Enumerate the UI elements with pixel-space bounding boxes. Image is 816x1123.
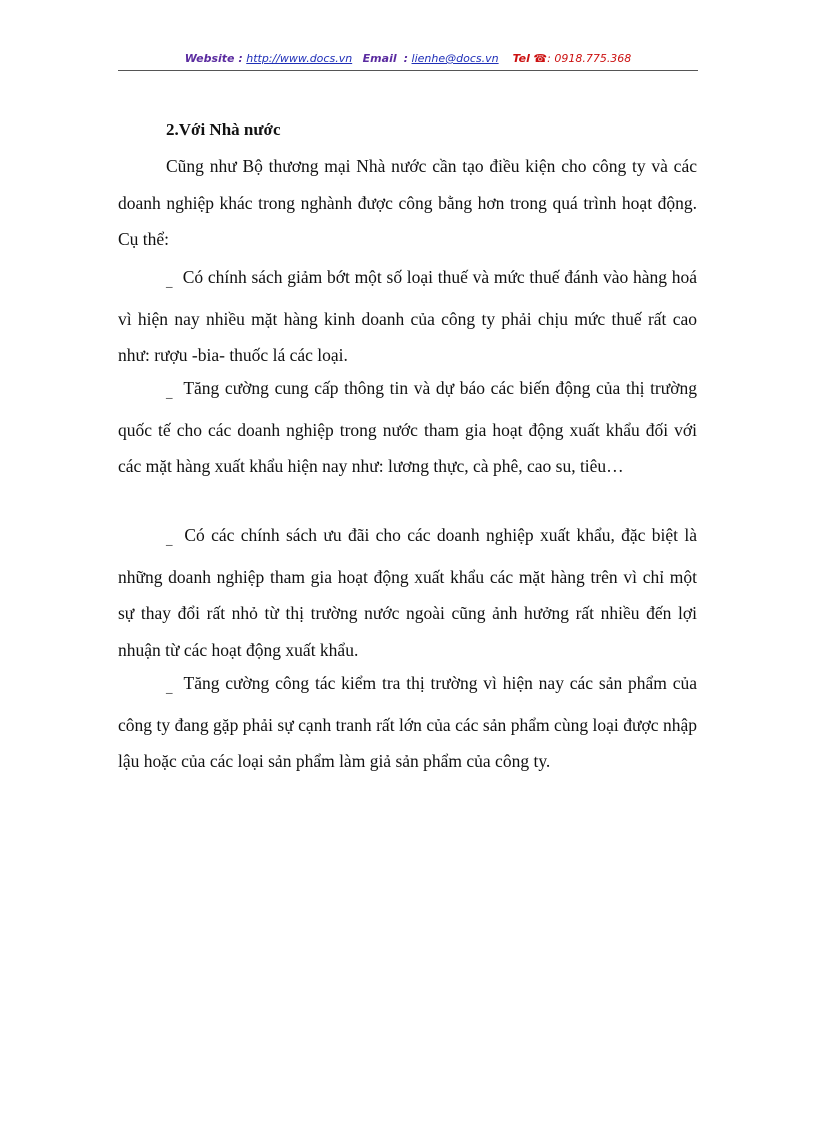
- bullet-mark: _: [166, 532, 173, 547]
- list-item: [118, 665, 697, 780]
- intro-paragraph: Cũng như Bộ thương mại Nhà nước cần tạo điều kiện cho công ty và các doanh nghiệp khác trong nghành được công bằng hơn trong quá trình hoạt động. Cụ thể:: [118, 156, 697, 249]
- list-item: [118, 517, 697, 668]
- website-label: Website :: [184, 52, 243, 65]
- tel-label: Tel: [512, 52, 530, 65]
- email-label: Email: [362, 52, 397, 65]
- bullet-mark: _: [166, 680, 173, 695]
- email-separator: :: [403, 52, 409, 65]
- bullet-mark: _: [166, 274, 173, 289]
- list-item-text: Có chính sách giảm bớt một số loại thuế và mức thuế đánh vào hàng hoá vì hiện nay nhiều mặt hàng kinh doanh của công ty phải chịu mức thuế rất cao như: rượu -bia- thuốc lá các loại.: [118, 267, 697, 365]
- bullet-mark: _: [166, 385, 173, 400]
- email-link[interactable]: lienhe@docs.vn: [411, 52, 499, 65]
- list-item: [118, 259, 697, 374]
- list-item-text: Có các chính sách ưu đãi cho các doanh nghiệp xuất khẩu, đặc biệt là những doanh nghiệp tham gia hoạt động xuất khẩu các mặt hàng trên vì chỉ một sự thay đổi rất nhỏ từ thị trường nước ngoài cũng ảnh hưởng rất nhiều đến lợi nhuận từ các hoạt động xuất khẩu.: [118, 525, 697, 660]
- phone-icon: ☎: [533, 52, 548, 65]
- list-item-text: Tăng cường cung cấp thông tin và dự báo các biến động của thị trường quốc tế cho các doanh nghiệp trong nước tham gia hoạt động xuất khẩu đối với các mặt hàng xuất khẩu hiện nay như: lương thực, cà phê, cao su, tiêu…: [118, 378, 697, 476]
- list-item-text: Tăng cường công tác kiểm tra thị trường vì hiện nay các sản phẩm của công ty đang gặp phải sự cạnh tranh rất lớn của các sản phẩm cùng loại được nhập lậu hoặc của các loại sản phẩm làm giả sản phẩm của công ty.: [118, 673, 698, 771]
- page-header: [118, 50, 698, 71]
- list-item: [118, 370, 697, 485]
- phone-number: : 0918.775.368: [547, 52, 632, 65]
- section-heading: 2.Với Nhà nước: [166, 120, 281, 139]
- website-link[interactable]: http://www.docs.vn: [246, 52, 353, 65]
